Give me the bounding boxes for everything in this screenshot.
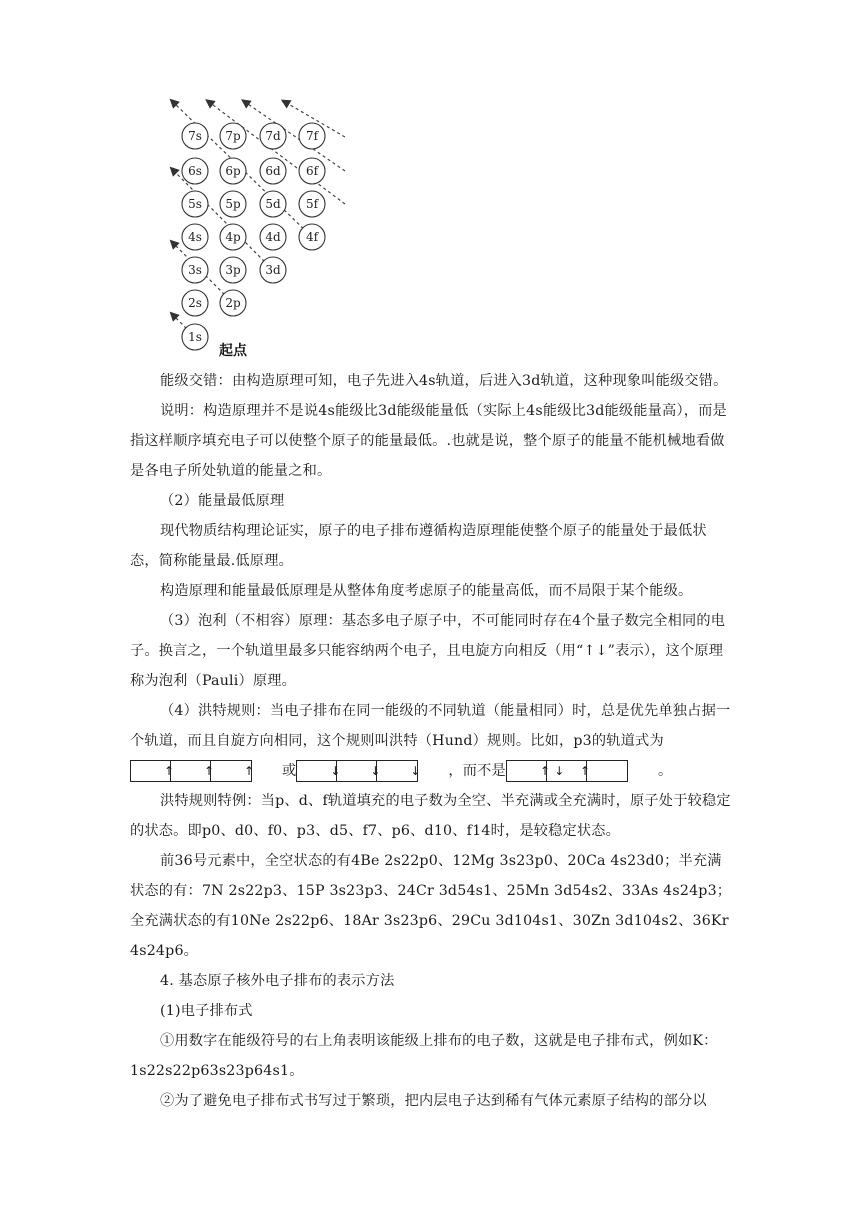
orbital-label-5f: 5f bbox=[305, 197, 319, 211]
orbital-label-3s: 3s bbox=[188, 263, 202, 277]
orbital-cell: ↓ bbox=[410, 764, 421, 778]
para-hund-text: （4）洪特规则：当电子排布在同一能级的不同轨道（能量相同）时，总是优先单独占据一个轨道，而且自旋方向相同，这个规则叫洪特（Hund）规则。比如，p3的轨道式为 bbox=[130, 703, 731, 749]
orbital-cell: ↑ bbox=[131, 761, 171, 781]
orbital-cell bbox=[587, 761, 627, 781]
orbital-label-6s: 6s bbox=[188, 164, 202, 178]
orbital-label-5d: 5d bbox=[265, 197, 281, 211]
orbital-label-3p: 3p bbox=[225, 263, 241, 277]
para-config-1: ①用数字在能级符号的右上角表明该能级上排布的电子数，这就是电子排布式，例如K：1s22s22p63s23p64s1。 bbox=[130, 1033, 718, 1079]
para-hund bbox=[130, 696, 732, 786]
para-hund-special: 洪特规则特例：当p、d、f轨道填充的电子数为全空、半充满或全充满时，原子处于较稳定的状态。即p0、d0、f0、p3、d5、f7、p6、d10、f14时，是较稳定状态。 bbox=[130, 793, 731, 839]
para-config-2: ②为了避免电子排布式书写过于繁琐，把内层电子达到稀有气体元素原子结构的部分以 bbox=[160, 1093, 707, 1109]
orbital-label-7f: 7f bbox=[305, 129, 319, 143]
para-lowest-energy: 现代物质结构理论证实，原子的电子排布遵循构造原理能使整个原子的能量处于最低状态，简称能量最.低原理。 bbox=[130, 523, 707, 569]
orbital-label-4d: 4d bbox=[265, 230, 281, 244]
aufbau-arrow bbox=[209, 102, 345, 204]
orbital-label-6p: 6p bbox=[225, 164, 241, 178]
heading-lowest-energy: （2）能量最低原理 bbox=[160, 493, 285, 509]
orbital-label-7d: 7d bbox=[265, 129, 281, 143]
orbital-label-7s: 7s bbox=[188, 129, 202, 143]
orbital-label-6f: 6f bbox=[305, 164, 319, 178]
period: 。 bbox=[657, 763, 673, 779]
para-explanation: 说明：构造原理并不是说4s能级比3d能级能量低（实际上4s能级比3d能级能量高），而是指这样顺序填充电子可以使整个原子的能量最低。.也就是说，整个原子的能量不能机械地看做是各电子所处轨道的能量之和。 bbox=[130, 403, 727, 479]
orbital-label-3d: 3d bbox=[265, 263, 281, 277]
conj-not: ，而不是 bbox=[448, 763, 506, 779]
aufbau-diagram-svg bbox=[155, 96, 355, 358]
orbital-box-parallel-up bbox=[130, 760, 255, 782]
orbital-label-5p: 5p bbox=[225, 197, 241, 211]
conj-or: 或 bbox=[282, 763, 297, 779]
body-text bbox=[130, 366, 732, 1116]
orbital-box-wrong bbox=[506, 760, 628, 782]
orbital-label-2p: 2p bbox=[225, 296, 241, 310]
orbital-box-parallel-down bbox=[296, 760, 421, 782]
orbital-cell: ↑ bbox=[244, 764, 255, 778]
para-aufbau-vs-lowest: 构造原理和能量最低原理是从整体角度考虑原子的能量高低，而不局限于某个能级。 bbox=[160, 583, 693, 599]
orbital-label-4p: 4p bbox=[225, 230, 241, 244]
orbital-cell: ↓ bbox=[337, 761, 377, 781]
para-pauli: （3）泡利（不相容）原理：基态多电子原子中，不可能同时存在4个量子数完全相同的电子。换言之，一个轨道里最多只能容纳两个电子，且电旋方向相反（用“↑↓”表示），这个原理称为泡利（Pauli）原理。 bbox=[130, 613, 726, 689]
orbital-label-1s: 1s bbox=[188, 330, 202, 344]
orbital-cell: ↓ bbox=[297, 761, 337, 781]
aufbau-diagram bbox=[155, 96, 355, 358]
orbital-label-4f: 4f bbox=[305, 230, 319, 244]
orbital-label-7p: 7p bbox=[225, 129, 241, 143]
heading-representation: 4. 基态原子核外电子排布的表示方法 bbox=[160, 973, 395, 989]
orbital-label-5s: 5s bbox=[188, 197, 202, 211]
orbital-cell: ↑ bbox=[547, 761, 587, 781]
orbital-label-6d: 6d bbox=[265, 164, 281, 178]
para-energy-crossing: 能级交错：由构造原理可知，电子先进入4s轨道，后进入3d轨道，这种现象叫能级交错。 bbox=[160, 373, 728, 389]
start-label: 起点 bbox=[219, 343, 247, 358]
orbital-cell: ↑ bbox=[171, 761, 211, 781]
heading-electron-config: (1)电子排布式 bbox=[160, 1003, 253, 1019]
para-first-36: 前36号元素中，全空状态的有4Be 2s22p0、12Mg 3s23p0、20Ca 4s23d0；半充满状态的有：7N 2s22p3、15P 3s23p3、24Cr 3d54s1、25Mn 3d54s2、33As 4s24p3；全充满状态的有10Ne 2s22p6、18Ar 3s23p6、29Cu 3d104s1、30Zn 3d104s2、36Kr 4s24p6。 bbox=[130, 853, 732, 959]
orbital-cell: ↑ ↓ bbox=[507, 761, 547, 781]
orbital-label-4s: 4s bbox=[188, 230, 202, 244]
orbital-label-2s: 2s bbox=[188, 296, 202, 310]
hund-orbital-boxes bbox=[130, 756, 672, 786]
